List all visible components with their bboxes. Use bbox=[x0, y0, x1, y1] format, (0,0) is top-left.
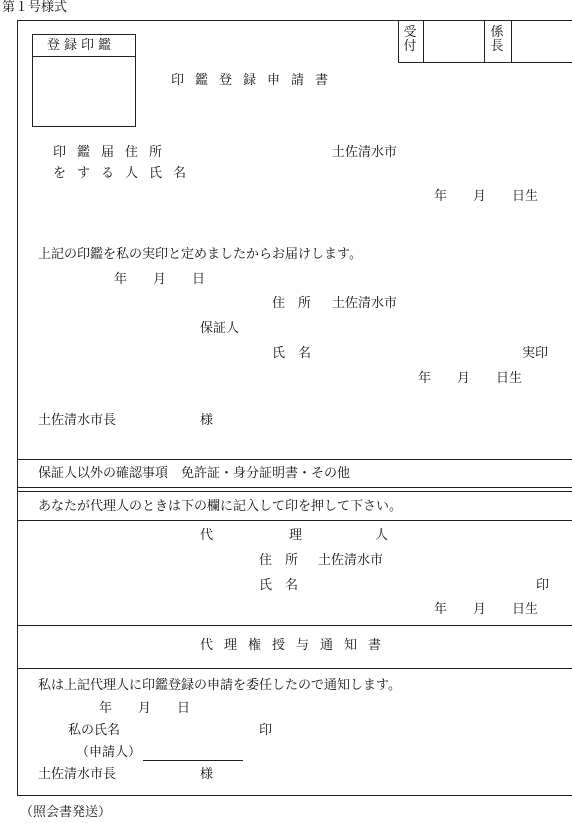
footer-note: （照会書発送） bbox=[20, 805, 112, 820]
proxy-address-value: 土佐清水市 bbox=[318, 553, 384, 568]
stamp-divider bbox=[484, 20, 485, 62]
mayor-name: 土佐清水市長 bbox=[38, 413, 117, 428]
confirmation-text: 保証人以外の確認事項 免許証・身分証明書・その他 bbox=[38, 466, 351, 481]
notice-title: 代理権授与通知書 bbox=[200, 638, 393, 653]
stamp-divider bbox=[423, 20, 424, 62]
guarantor-name-label: 氏 名 bbox=[272, 346, 312, 361]
declaration-text: 上記の印鑑を私の実印と定めましたからお届けします。 bbox=[38, 247, 362, 262]
declaration-date: 年 月 日 bbox=[114, 272, 206, 287]
proxy-label-c: 人 bbox=[375, 528, 389, 543]
notice-date: 年 月 日 bbox=[99, 701, 191, 716]
stamp-divider bbox=[398, 20, 399, 62]
applicant-row1-label: 印鑑届住所 bbox=[53, 145, 174, 160]
divider-double bbox=[17, 491, 572, 492]
applicant-address-value: 土佐清水市 bbox=[332, 145, 398, 160]
guarantor-seal: 実印 bbox=[522, 346, 549, 361]
proxy-address-label: 住 所 bbox=[259, 553, 299, 568]
proxy-seal: 印 bbox=[536, 578, 550, 593]
guarantor-label: 保証人 bbox=[200, 321, 240, 336]
notice-honorific: 様 bbox=[200, 767, 214, 782]
applicant-row2-label: をする人氏名 bbox=[53, 166, 198, 181]
seal-box-divider bbox=[32, 56, 136, 57]
signature-line bbox=[143, 760, 243, 761]
proxy-label-a: 代 bbox=[200, 528, 214, 543]
guarantor-address-label: 住 所 bbox=[272, 296, 312, 311]
proxy-date: 年 月 日生 bbox=[434, 602, 539, 617]
proxy-label-b: 理 bbox=[289, 528, 303, 543]
notice-my-name-label: 私の氏名 bbox=[68, 723, 121, 738]
proxy-notice: あなたが代理人のときは下の欄に記入して印を押して下さい。 bbox=[38, 499, 403, 514]
divider bbox=[17, 625, 572, 626]
proxy-name-label: 氏 名 bbox=[259, 578, 299, 593]
seal-box-label: 登録印鑑 bbox=[47, 38, 116, 53]
divider-double bbox=[17, 487, 572, 488]
notice-seal: 印 bbox=[259, 723, 273, 738]
divider bbox=[17, 668, 572, 669]
divider bbox=[17, 459, 572, 460]
received-label: 受付 bbox=[403, 25, 417, 54]
stamp-divider bbox=[511, 20, 512, 62]
divider bbox=[17, 520, 572, 521]
notice-body: 私は上記代理人に印鑑登録の申請を委任したので通知します。 bbox=[38, 678, 401, 693]
applicant-date: 年 月 日生 bbox=[434, 189, 539, 204]
mayor-honorific: 様 bbox=[200, 413, 214, 428]
page-title: 印鑑登録申請書 bbox=[171, 73, 340, 88]
notice-mayor: 土佐清水市長 bbox=[38, 767, 117, 782]
form-number: 第１号様式 bbox=[2, 0, 68, 15]
guarantor-date: 年 月 日生 bbox=[418, 371, 523, 386]
chief-label: 係長 bbox=[490, 25, 504, 54]
guarantor-address-value: 土佐清水市 bbox=[332, 296, 398, 311]
notice-applicant-label: （申請人） bbox=[76, 745, 142, 760]
stamp-bottom bbox=[398, 62, 572, 63]
